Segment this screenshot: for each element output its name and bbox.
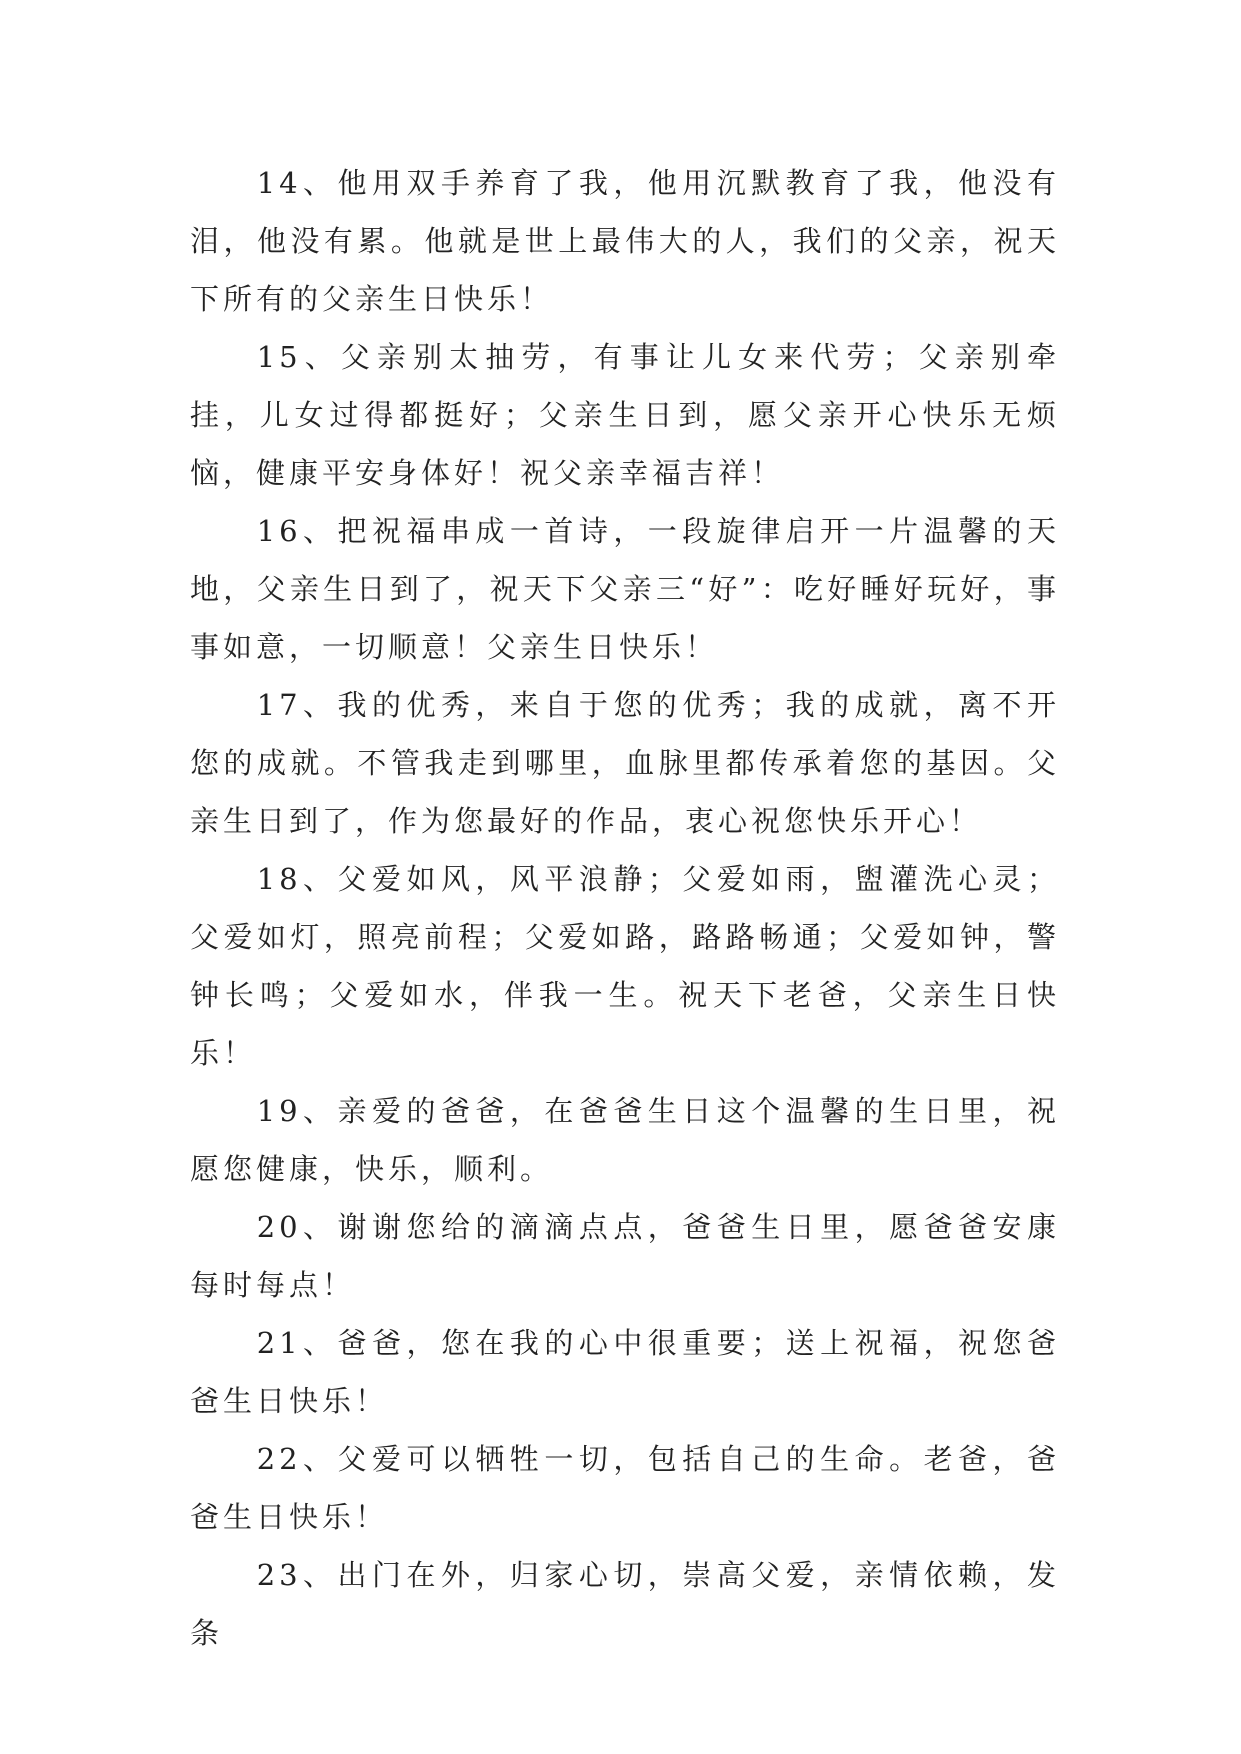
paragraph-17: 17、我的优秀，来自于您的优秀；我的成就，离不开您的成就。不管我走到哪里，血脉里都传承着您的基因。父亲生日到了，作为您最好的作品，衷心祝您快乐开心！	[190, 688, 1060, 838]
paragraph-20: 20、谢谢您给的滴滴点点，爸爸生日里，愿爸爸安康每时每点！	[190, 1210, 1060, 1302]
document-body	[190, 154, 1060, 1662]
paragraph-22: 22、父爱可以牺牲一切，包括自己的生命。老爸，爸爸生日快乐！	[190, 1442, 1060, 1534]
paragraph-14: 14、他用双手养育了我，他用沉默教育了我，他没有泪，他没有累。他就是世上最伟大的人，我们的父亲，祝天下所有的父亲生日快乐！	[190, 166, 1060, 316]
paragraph-16: 16、把祝福串成一首诗，一段旋律启开一片温馨的天地，父亲生日到了，祝天下父亲三“好”：吃好睡好玩好，事事如意，一切顺意！父亲生日快乐！	[190, 514, 1060, 664]
paragraph-21: 21、爸爸，您在我的心中很重要；送上祝福，祝您爸爸生日快乐！	[190, 1326, 1060, 1418]
paragraph-19: 19、亲爱的爸爸，在爸爸生日这个温馨的生日里，祝愿您健康，快乐，顺利。	[190, 1094, 1060, 1186]
paragraph-15: 15、父亲别太抽劳，有事让儿女来代劳；父亲别牵挂，儿女过得都挺好；父亲生日到，愿父亲开心快乐无烦恼，健康平安身体好！祝父亲幸福吉祥！	[190, 340, 1060, 490]
paragraph-18: 18、父爱如风，风平浪静；父爱如雨，盥灌洗心灵；父爱如灯，照亮前程；父爱如路，路路畅通；父爱如钟，警钟长鸣；父爱如水，伴我一生。祝天下老爸，父亲生日快乐！	[190, 862, 1060, 1070]
paragraph-23: 23、出门在外，归家心切，崇高父爱，亲情依赖，发条	[190, 1558, 1060, 1650]
